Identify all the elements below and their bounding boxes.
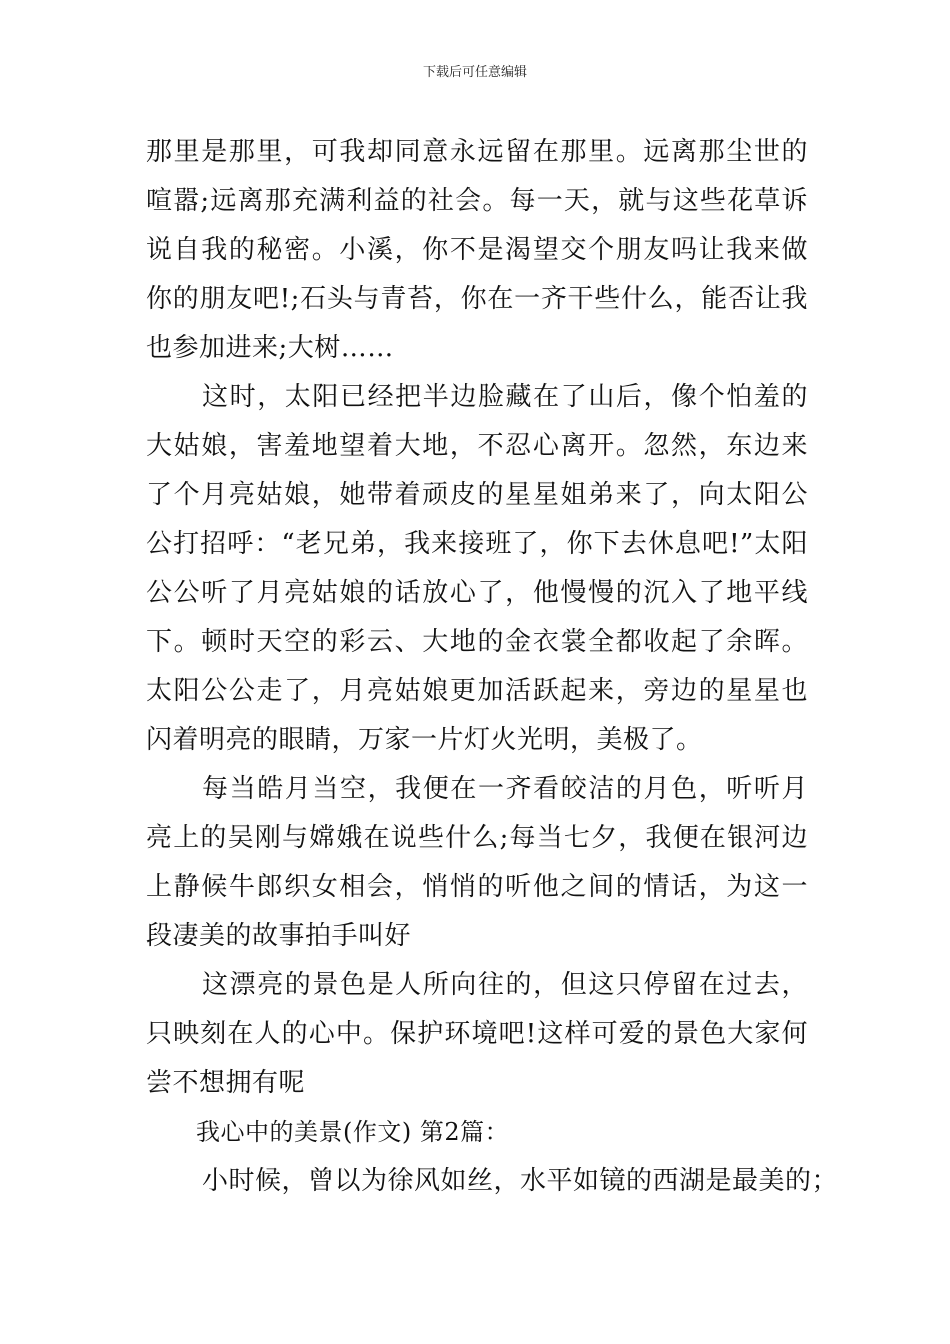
paragraph-5: 小时候，曾以为徐风如丝，水平如镜的西湖是最美的； (202, 1166, 839, 1196)
paragraph-1: 那里是那里，可我却同意永远留在那里。远离那尘世的喧嚣;远离那充满利益的社会。每一天，就与这些花草诉说自我的秘密。小溪，你不是渴望交个朋友吗让我来做你的朋友吧!;石头与青苔，你在一齐干些什么，能否让我也参加进来;大树…… (146, 137, 808, 363)
paragraph-2: 这时，太阳已经把半边脸藏在了山后，像个怕羞的大姑娘，害羞地望着大地，不忍心离开。忽然，东边来了个月亮姑娘，她带着顽皮的星星姐弟来了，向太阳公公打招呼：“老兄弟，我来接班了，你下去休息吧!”太阳公公听了月亮姑娘的话放心了，他慢慢的沉入了地平线下。顿时天空的彩云、大地的金衣裳全都收起了余晖。太阳公公走了，月亮姑娘更加活跃起来，旁边的星星也闪着明亮的眼睛，万家一片灯火光明，美极了。 (146, 382, 808, 755)
paragraph-4: 这漂亮的景色是人所向往的，但这只停留在过去，只映刻在人的心中。保护环境吧!这样可爱的景色大家何尝不想拥有呢 (146, 970, 808, 1098)
section-heading: 我心中的美景(作文) 第2篇： (196, 1118, 510, 1146)
document-body (146, 128, 839, 1206)
paragraph-3: 每当皓月当空，我便在一齐看皎洁的月色，听听月亮上的吴刚与嫦娥在说些什么;每当七夕，我便在银河边上静候牛郎织女相会，悄悄的听他之间的情话，为这一段凄美的故事拍手叫好 (146, 774, 808, 951)
page-header: 下载后可任意编辑 (422, 65, 527, 80)
